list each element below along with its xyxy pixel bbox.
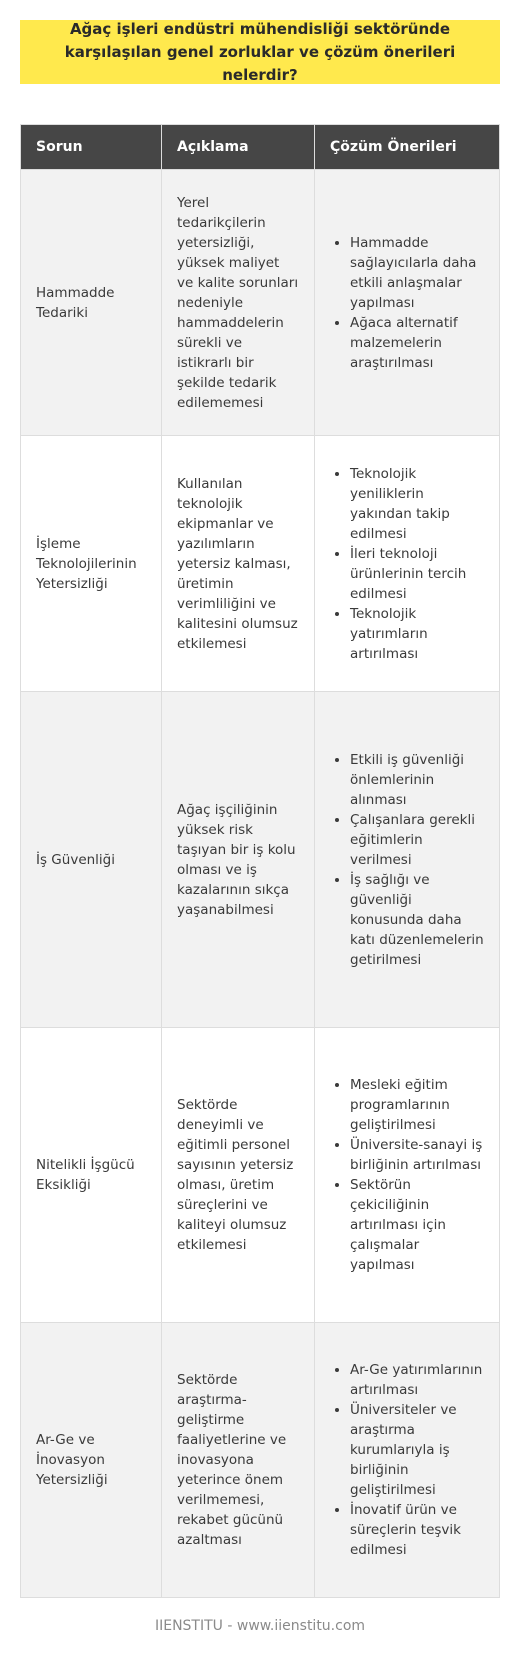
solution-item: • İş sağlığı ve güvenliği konusunda daha katı düzenlemelerin getirilmesi	[350, 870, 484, 970]
column-header-description: Açıklama	[162, 125, 315, 170]
page-title: Ağaç işleri endüstri mühendisliği sektöründe karşılaşılan genel zorluklar ve çözüm önerileri nelerdir?	[64, 19, 456, 84]
solution-item: • Mesleki eğitim programlarının geliştirilmesi	[350, 1075, 484, 1135]
solution-item: • Etkili iş güvenliği önlemlerinin alınması	[350, 750, 484, 810]
footer-credit: IIENSTITU - www.iienstitu.com	[154, 1618, 366, 1634]
solution-item: • İleri teknoloji ürünlerinin tercih edilmesi	[350, 544, 484, 604]
problem-cell: İş Güvenliği	[21, 692, 162, 1028]
table-row	[21, 1323, 500, 1598]
description-cell: Ağaç işçiliğinin yüksek risk taşıyan bir iş kolu olması ve iş kazalarının sıkça yaşanabilmesi	[162, 692, 315, 1028]
table-header-row	[21, 125, 500, 170]
solution-item: • Ağaca alternatif malzemelerin araştırılması	[350, 313, 484, 373]
description-cell: Sektörde araştırma-geliştirme faaliyetlerine ve inovasyona yeterince önem verilmemesi, rekabet gücünü azaltması	[162, 1323, 315, 1598]
problems-table	[20, 124, 500, 1598]
solution-item: • Hammadde sağlayıcılarla daha etkili anlaşmalar yapılması	[350, 233, 484, 313]
solution-item: • Sektörün çekiciliğinin artırılması için çalışmalar yapılması	[350, 1175, 484, 1275]
description-cell: Sektörde deneyimli ve eğitimli personel sayısının yetersiz olması, üretim süreçlerini ve kaliteyi olumsuz etkilemesi	[162, 1028, 315, 1323]
solution-item: • Ar-Ge yatırımlarının artırılması	[350, 1360, 484, 1400]
problem-cell: Nitelikli İşgücü Eksikliği	[21, 1028, 162, 1323]
solution-item: • Üniversiteler ve araştırma kurumlarıyla iş birliğinin geliştirilmesi	[350, 1400, 484, 1500]
solutions-cell	[315, 170, 500, 436]
solutions-cell	[315, 1323, 500, 1598]
column-header-solutions: Çözüm Önerileri	[315, 125, 500, 170]
solution-item: • Çalışanlara gerekli eğitimlerin verilmesi	[350, 810, 484, 870]
problem-cell: Hammadde Tedariki	[21, 170, 162, 436]
solutions-cell	[315, 692, 500, 1028]
solution-item: • Teknolojik yatırımların artırılması	[350, 604, 484, 664]
solutions-cell	[315, 1028, 500, 1323]
column-header-problem: Sorun	[21, 125, 162, 170]
solution-item: • Üniversite-sanayi iş birliğinin artırılması	[350, 1135, 484, 1175]
table-row	[21, 1028, 500, 1323]
table-row	[21, 436, 500, 692]
solutions-list	[330, 464, 484, 664]
solutions-list	[330, 1075, 484, 1275]
problem-cell: Ar-Ge ve İnovasyon Yetersizliği	[21, 1323, 162, 1598]
solutions-cell	[315, 436, 500, 692]
solutions-list	[330, 750, 484, 970]
description-cell: Yerel tedarikçilerin yetersizliği, yüksek maliyet ve kalite sorunları nedeniyle hammaddelerin sürekli ve istikrarlı bir şekilde tedarik edilememesi	[162, 170, 315, 436]
problem-cell: İşleme Teknolojilerinin Yetersizliği	[21, 436, 162, 692]
table-row	[21, 692, 500, 1028]
solutions-list	[330, 233, 484, 373]
solution-item: • İnovatif ürün ve süreçlerin teşvik edilmesi	[350, 1500, 484, 1560]
solution-item: • Teknolojik yeniliklerin yakından takip edilmesi	[350, 464, 484, 544]
solutions-list	[330, 1360, 484, 1560]
table-row	[21, 170, 500, 436]
title-banner	[20, 20, 500, 84]
description-cell: Kullanılan teknolojik ekipmanlar ve yazılımların yetersiz kalması, üretimin verimliliğini ve kalitesini olumsuz etkilemesi	[162, 436, 315, 692]
